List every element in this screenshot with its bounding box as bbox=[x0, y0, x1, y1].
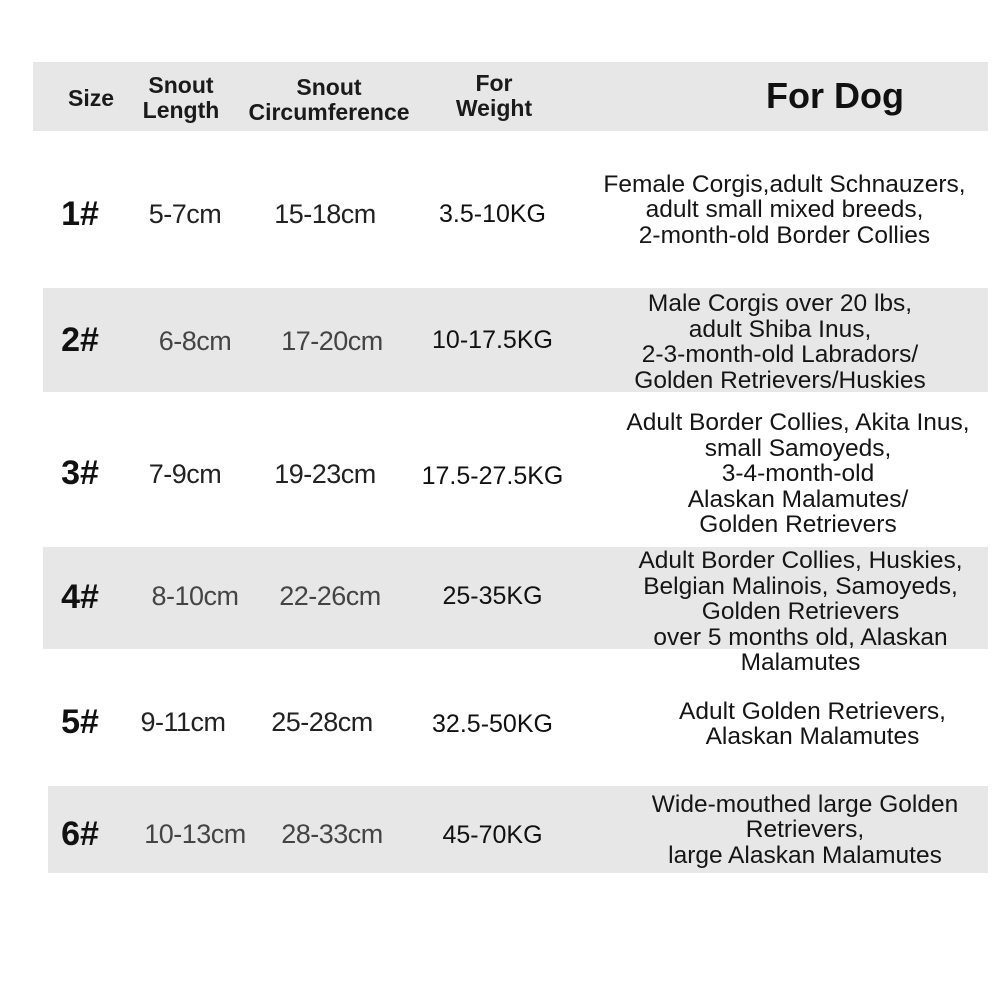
row-3-size: 3# bbox=[61, 453, 99, 492]
row-6-size: 6# bbox=[61, 814, 99, 853]
row-4-snout-length: 8-10cm bbox=[151, 580, 239, 611]
row-5-size: 5# bbox=[61, 702, 99, 741]
row-2-size: 2# bbox=[61, 320, 99, 359]
row-3-snout-circumference: 19-23cm bbox=[274, 458, 376, 489]
row-6-snout-circumference: 28-33cm bbox=[281, 818, 383, 849]
row-4-dogs: Adult Border Collies, Huskies, Belgian Malinois, Samoyeds, Golden Retrievers over 5 months old, Alaskan Malamutes bbox=[638, 547, 963, 677]
row-2-snout-circumference: 17-20cm bbox=[281, 325, 383, 356]
row-6-dogs: Wide-mouthed large Golden Retrievers, large Alaskan Malamutes bbox=[651, 790, 959, 869]
row-4-size: 4# bbox=[61, 577, 99, 616]
header-snout-circumference: Snout Circumference bbox=[248, 74, 410, 125]
row-3-dogs: Adult Border Collies, Akita Inus, small Samoyeds, 3-4-month-old Alaskan Malamutes/ Golden Retrievers bbox=[626, 409, 970, 539]
row-5-weight: 32.5-50KG bbox=[432, 709, 553, 738]
row-6-weight: 45-70KG bbox=[442, 820, 543, 849]
row-1-weight: 3.5-10KG bbox=[438, 199, 546, 228]
header-snout-length: Snout Length bbox=[142, 72, 220, 123]
header-for-weight: For Weight bbox=[455, 70, 533, 121]
row-6-snout-length: 10-13cm bbox=[144, 818, 246, 849]
header-size: Size bbox=[67, 84, 115, 111]
row-2-dogs: Male Corgis over 20 lbs, adult Shiba Inus, 2-3-month-old Labradors/ Golden Retrievers/Huskies bbox=[634, 290, 926, 394]
row-1-snout-circumference: 15-18cm bbox=[274, 198, 376, 229]
row-3-weight: 17.5-27.5KG bbox=[421, 461, 564, 490]
row-5-snout-circumference: 25-28cm bbox=[271, 706, 373, 737]
row-5-snout-length: 9-11cm bbox=[140, 706, 226, 737]
row-1-dogs: Female Corgis,adult Schnauzers, adult small mixed breeds, 2-month-old Border Collies bbox=[603, 170, 966, 249]
row-4-snout-circumference: 22-26cm bbox=[279, 580, 381, 611]
row-2-weight: 10-17.5KG bbox=[432, 325, 553, 354]
row-3-snout-length: 7-9cm bbox=[148, 458, 222, 489]
row-1-snout-length: 5-7cm bbox=[148, 198, 222, 229]
header-for-dog: For Dog bbox=[766, 75, 904, 116]
row-2-snout-length: 6-8cm bbox=[158, 325, 232, 356]
row-1-size: 1# bbox=[61, 194, 99, 233]
row-5-dogs: Adult Golden Retrievers, Alaskan Malamutes bbox=[679, 697, 946, 750]
row-4-weight: 25-35KG bbox=[442, 581, 543, 610]
